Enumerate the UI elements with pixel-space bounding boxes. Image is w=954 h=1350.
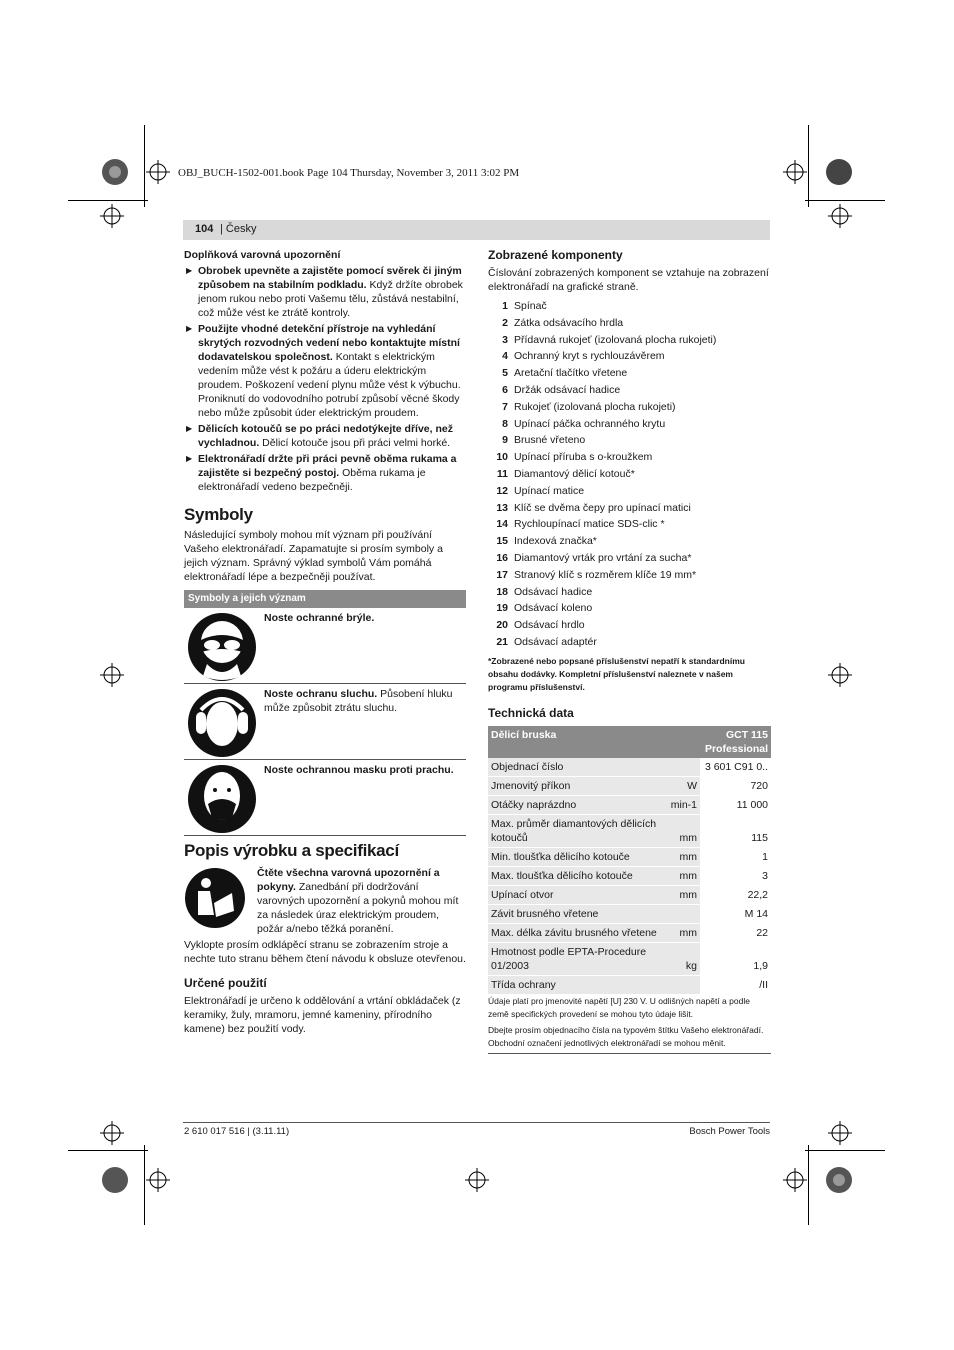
tech-note-order-number: Dbejte prosím objednacího čísla na typovém štítku Vašeho elektronářadí. Obchodní označení jednotlivých elektronářadí se mohou měnit. [488,1024,764,1048]
language-label: | Česky [220,223,257,235]
tech-row: Max. délka závitu brusného vřetene mm 22 [488,923,771,942]
warning-item: ▶ Použijte vhodné detekční přístroje na vyhledání skrytých rozvodných vedení nebo kontaktujte místní dodavatelskou společnost. Kontakt s elektrickým vedením může vést k požáru a úderu elektrickým proudem. Poškození vedení plynu může vést k výbuchu. Proniknutí do vodovodního potrubí způsobí věcné škody nebo může způsobit úder elektrickým proudem. [184,322,466,420]
component-item: 2 Zátka odsávacího hrdla [502,316,624,329]
symbol-label: Noste ochrannou masku proti prachu. [264,764,454,776]
component-item: 9 Brusné vřeteno [502,434,586,447]
footer-right: Bosch Power Tools [689,1126,770,1137]
tech-note-voltage: Údaje platí pro jmenovité napětí [U] 230 V. U odlišných napětí a podle země specifických provedení se mohou tyto údaje lišit. [488,995,750,1019]
page-number: 104 [195,223,214,235]
goggles-icon [187,612,257,682]
symbol-row: Noste ochranu sluchu. Působení hluku může způsobit ztrátu sluchu. [184,684,466,760]
component-item: 16 Diamantový vrták pro vrtání za sucha* [496,551,692,564]
print-slug: OBJ_BUCH-1502-001.book Page 104 Thursday, November 3, 2011 3:02 PM [178,167,520,179]
component-item: 13 Klíč se dvěma čepy pro upínací matici [496,501,691,514]
tech-row: Hmotnost podle EPTA-Procedure 01/2003 kg 1,9 [488,942,771,975]
component-item: 3 Přídavná rukojeť (izolovaná plocha rukojeti) [502,333,717,346]
warning-item: ▶ Dělicích kotoučů se po práci nedotýkejte dříve, než vychladnou. Dělicí kotouče jsou při práci velmi horké. [184,422,466,450]
tech-row: Max. tloušťka dělicího kotouče mm 3 [488,866,771,885]
component-item: 8 Upínací páčka ochranného krytu [502,417,666,430]
symbols-table-header: Symboly a jejich význam [184,590,466,608]
tech-table-header: Dělicí bruska GCT 115 Professional [488,726,771,758]
description-heading: Popis výrobku a specifikací [184,841,399,860]
footer-rule [183,1122,770,1123]
tech-row: Min. tloušťka dělicího kotouče mm 1 [488,847,771,866]
components-intro: Číslování zobrazených komponent se vztahuje na zobrazení elektronářadí na grafické straně. [488,267,769,293]
tech-row: Závit brusného vřetene M 14 [488,904,771,923]
tech-row: Otáčky naprázdno min-1 11 000 [488,795,771,814]
component-item: 15 Indexová značka* [496,535,597,548]
tech-row: Objednací číslo 3 601 C91 0.. [488,758,771,777]
component-item: 6 Držák odsávací hadice [502,383,621,396]
component-item: 21 Odsávací adaptér [496,635,597,648]
component-item: 7 Rukojeť (izolovaná plocha rukojeti) [502,400,676,413]
intended-use-text: Elektronářadí je určeno k oddělování a vrtání obkládaček (z keramiky, žuly, mramoru, jemné kameniny, přírodního kamene) bez použití vody. [184,995,461,1035]
symbols-intro: Následující symboly mohou mít význam při používání Vašeho elektronářadí. Zapamatujte si prosím symboly a jejich význam. Správný výklad symbolů Vám pomáhá elektronářadí lépe a bezpečněji používat. [184,529,443,583]
component-item: 20 Odsávací hrdlo [496,619,585,632]
symbol-label: Noste ochranné brýle. [264,612,375,624]
tech-row: Max. průměr diamantových dělicích kotoučů mm 115 [488,814,771,847]
accessories-note: *Zobrazené nebo popsané příslušenství nepatří k standardnímu obsahu dodávky. Kompletní příslušenství naleznete v našem programu příslušenství. [488,655,745,692]
tech-row: Upínací otvor mm 22,2 [488,885,771,904]
component-item: 10 Upínací příruba s o-kroužkem [496,451,653,464]
read-manual-icon [184,867,246,929]
read-instructions-bold: Čtěte všechna varovná upozornění a pokyny. [257,867,440,893]
component-item: 11 Diamantový dělicí kotouč* [496,467,635,480]
component-item: 12 Upínací matice [496,484,585,497]
symbol-row [184,608,466,684]
component-item: 18 Odsávací hadice [496,585,593,598]
symbol-label: Noste ochranu sluchu. [264,688,378,700]
component-item: 4 Ochranný kryt s rychlouzávěrem [502,350,665,363]
component-item: 1 Spínač [502,300,547,312]
dust-mask-icon [187,764,257,834]
components-list [488,298,771,651]
intended-use-heading: Určené použití [184,976,267,990]
component-item: 17 Stranový klíč s rozměrem klíče 19 mm* [496,568,697,581]
left-column [184,248,466,1036]
symbols-heading: Symboly [184,505,253,524]
components-heading: Zobrazené komponenty [488,248,623,262]
warning-item: ▶ Obrobek upevněte a zajistěte pomocí svěrek či jiným způsobem na stabilním podkladu. Když držíte obrobek jenom rukou nebo proti Vašemu tělu, zůstává nestabilní, což může vést ke ztrátě kontroly. [184,264,466,320]
component-item: 5 Aretační tlačítko vřetene [502,367,628,380]
tech-data-table [488,726,771,995]
right-column [488,248,771,1054]
tech-row: Třída ochrany /II [488,975,771,994]
warning-item: ▶ Elektronářadí držte při práci pevně oběma rukama a zajistěte si bezpečný postoj. Oběma rukama je elektronářadí vedeno bezpečněji. [184,452,466,494]
component-item: 19 Odsávací koleno [496,602,593,615]
component-item: 14 Rychloupínací matice SDS-clic * [496,518,665,531]
tech-row: Jmenovitý příkon W 720 [488,776,771,795]
read-instructions-block: Čtěte všechna varovná upozornění a pokyny. Zanedbání při dodržování varovných upozornění a pokynů mohou mít za následek úraz elektrickým proudem, požár a/nebo těžká poranění. [184,866,466,930]
tech-data-heading: Technická data [488,705,574,720]
footer-left: 2 610 017 516 | (3.11.11) [184,1126,290,1137]
warnings-title: Doplňková varovná upozornění [184,249,341,261]
fold-out-note: Vyklopte prosím odklápěcí stranu se zobrazením stroje a nechte tuto stranu během čtení návodu k obsluze otevřenou. [184,939,466,965]
page-header [183,220,770,240]
ear-protection-icon [187,688,257,758]
symbol-row [184,760,466,836]
